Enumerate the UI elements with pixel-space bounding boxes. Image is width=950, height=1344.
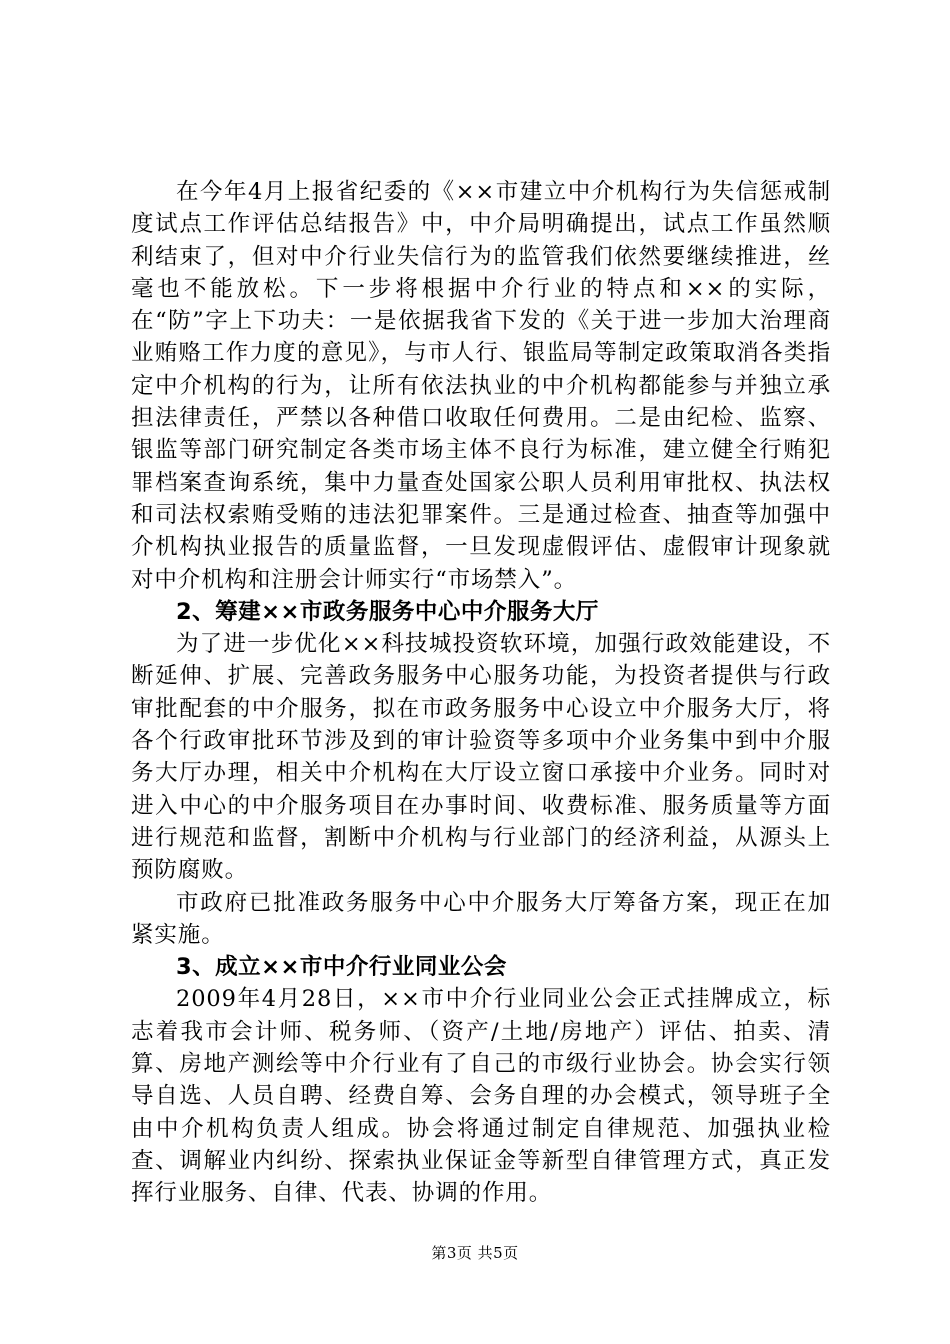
section-heading-industry-association: 3、成立××市中介行业同业公会 — [176, 954, 507, 981]
paragraph-service-hall: 为了进一步优化××科技城投资软环境，加强行政效能建设，不断延伸、扩展、完善政务服务中心服务功能，为投资者提供与行政审批配套的中介服务，拟在市政务服务中心设立中介服务大厅，将各个行政审批环节涉及到的审计验资等多项中介业务集中到中介服务大厅办理，相关中介机构在大厅设立窗口承接中介业务。同时对进入中心的中介服务项目在办事时间、收费标准、服务质量等方面进行规范和监督，割断中介机构与行业部门的经济利益，从源头上预防腐败。 — [131, 631, 831, 884]
document-body — [131, 176, 831, 1210]
paragraph-industry-association: 2009年4月28日，××市中介行业同业公会正式挂牌成立，标志着我市会计师、税务师、（资产/土地/房地产）评估、拍卖、清算、房地产测绘等中介行业有了自己的市级行业协会。协会实行领导自选、人员自聘、经费自筹、会务自理的办会模式，领导班子全由中介机构负责人组成。协会将通过制定自律规范、加强执业检查、调解业内纠纷、探索执业保证金等新型自律管理方式，真正发挥行业服务、自律、代表、协调的作用。 — [131, 986, 831, 1207]
paragraph-approval-status: 市政府已批准政务服务中心中介服务大厅筹备方案，现正在加紧实施。 — [131, 889, 831, 948]
paragraph-supervision: 在今年4月上报省纪委的《××市建立中介机构行为失信惩戒制度试点工作评估总结报告》中，中介局明确提出，试点工作虽然顺利结束了，但对中介行业失信行为的监管我们依然要继续推进，丝毫也不能放松。下一步将根据中介行业的特点和××的实际，在“防”字上下功夫：一是依据我省下发的《关于进一步加大治理商业贿赂工作力度的意见》，与市人行、银监局等制定政策取消各类指定中介机构的行为，让所有依法执业的中介机构都能参与并独立承担法律责任，严禁以各种借口收取任何费用。二是由纪检、监察、银监等部门研究制定各类市场主体不良行为标准，建立健全行贿犯罪档案查询系统，集中力量查处国家公职人员利用审批权、执法权和司法权索贿受贿的违法犯罪案件。三是通过检查、抽查等加强中介机构执业报告的质量监督，一旦发现虚假评估、虚假审计现象就对中介机构和注册会计师实行“市场禁入”。 — [131, 179, 831, 593]
page-number: 第3页 共5页 — [431, 1244, 519, 1262]
section-heading-service-hall: 2、筹建××市政务服务中心中介服务大厅 — [176, 598, 599, 625]
